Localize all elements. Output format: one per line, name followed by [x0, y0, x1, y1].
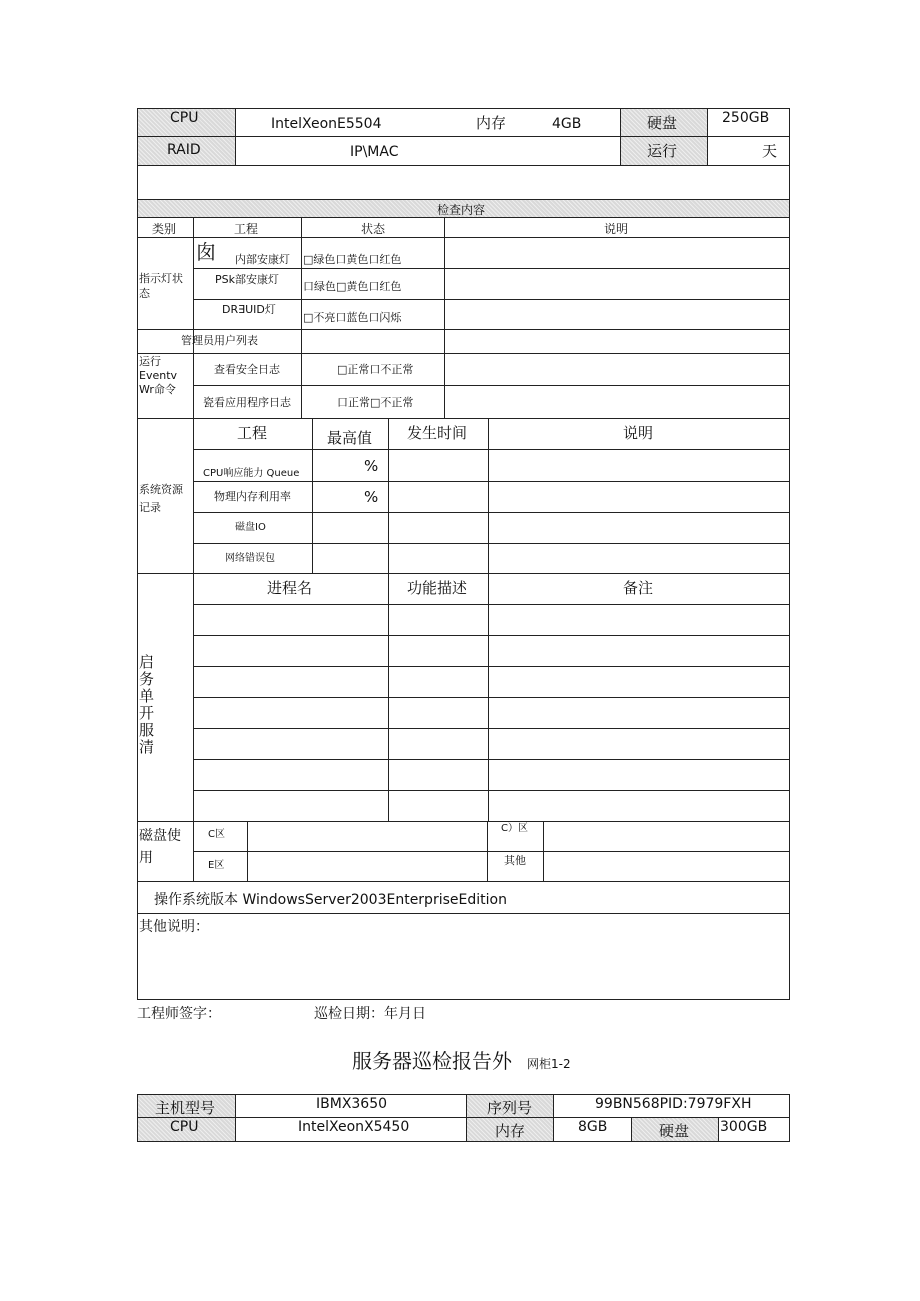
model-value: IBMX3650: [316, 1096, 388, 1112]
disk-label: 硬盘: [647, 114, 678, 132]
header-note: 说明: [604, 222, 629, 236]
os-version-line: 操作系统版本 WindowsServer2003EnterpriseEdition: [154, 892, 507, 908]
disk-other-label: 其他: [504, 854, 526, 867]
indicator-item-2: PSk部安康灯: [215, 273, 279, 286]
indicator-status-1: □绿色口黄色口红色: [303, 253, 402, 266]
indicator-status-2: 口绿色□黄色口红色: [303, 280, 402, 293]
disk2-value: 300GB: [720, 1119, 768, 1135]
admin-list-label: 管理员用户列表: [181, 334, 258, 347]
report-2-title: 服务器巡检报告外: [352, 1049, 512, 1073]
sysres-header-item: 工程: [237, 424, 268, 442]
report-2-subtitle: 网柜1-2: [527, 1057, 571, 1071]
cpu-value: IntelXeonE5504: [271, 116, 382, 132]
eventvwr-category: 运行Eventv Wr命令: [139, 355, 178, 396]
services-category: 启务单开服清: [139, 653, 155, 756]
header-item: 工程: [234, 222, 259, 236]
disk2-label: 硬盘: [659, 1122, 690, 1140]
eventvwr-status-1: □正常口不正常: [337, 363, 414, 376]
raid-label: RAID: [167, 142, 201, 158]
cpu2-label: CPU: [170, 1119, 199, 1135]
indicator-status-3: □不亮口蓝色口闪烁: [303, 311, 402, 324]
indicator-category: 指示灯状态: [139, 272, 183, 300]
mem-label: 内存: [476, 114, 507, 132]
disk-value: 250GB: [722, 110, 770, 126]
indicator-item-3: DR∃UID灯: [222, 303, 276, 316]
sysres-header-note: 说明: [623, 424, 654, 442]
disk-d-label: C）区: [501, 823, 528, 834]
header-status: 状态: [361, 222, 386, 236]
sysres-header-max: 最高值: [327, 429, 373, 447]
engineer-signature-label: 工程师签字：: [137, 1006, 221, 1022]
sysres-max-2: %: [364, 488, 379, 506]
eventvwr-status-2: 口正常□不正常: [337, 396, 414, 409]
eventvwr-item-2: 瓷看应用程序日志: [203, 396, 291, 409]
services-header-desc: 功能描述: [407, 579, 468, 597]
sysres-max-1: %: [364, 457, 379, 475]
model-label: 主机型号: [155, 1099, 216, 1117]
disk-e-label: E区: [208, 860, 225, 871]
serial-label: 序列号: [487, 1099, 533, 1117]
services-header-name: 进程名: [267, 579, 313, 597]
inspection-date-label: 巡检日期：年月日: [314, 1006, 426, 1022]
indicator-item-1: 内部安康灯: [235, 253, 290, 266]
check-title: 检查内容: [437, 203, 486, 217]
eventvwr-item-1: 查看安全日志: [214, 363, 280, 376]
disk-category: 磁盘使用: [139, 828, 181, 866]
disk-c-label: C区: [208, 829, 225, 840]
mem2-value: 8GB: [578, 1119, 608, 1135]
sysres-item-4: 网络错误包: [225, 553, 275, 564]
sysres-item-2: 物理内存利用率: [214, 490, 291, 503]
sysres-item-1: CPU响应能力 Queue: [203, 468, 300, 479]
cpu-label: CPU: [170, 110, 199, 126]
cpu2-value: IntelXeonX5450: [298, 1119, 410, 1135]
indicator-glyph: 囱: [196, 240, 216, 264]
header-category: 类别: [152, 222, 177, 236]
mem2-label: 内存: [495, 1122, 526, 1140]
other-notes-label: 其他说明：: [139, 919, 209, 935]
run-unit: 天: [762, 142, 778, 160]
services-header-remark: 备注: [623, 579, 654, 597]
mem-value: 4GB: [552, 116, 582, 132]
sysres-item-3: 磁盘IO: [235, 522, 266, 533]
sysres-header-time: 发生时间: [407, 424, 468, 442]
ip-mac-label: IP\MAC: [350, 144, 399, 160]
sysres-category: 系统资源记录: [139, 483, 183, 514]
serial-value: 99BN568PID:7979FXH: [595, 1096, 752, 1112]
run-label: 运行: [647, 142, 678, 160]
